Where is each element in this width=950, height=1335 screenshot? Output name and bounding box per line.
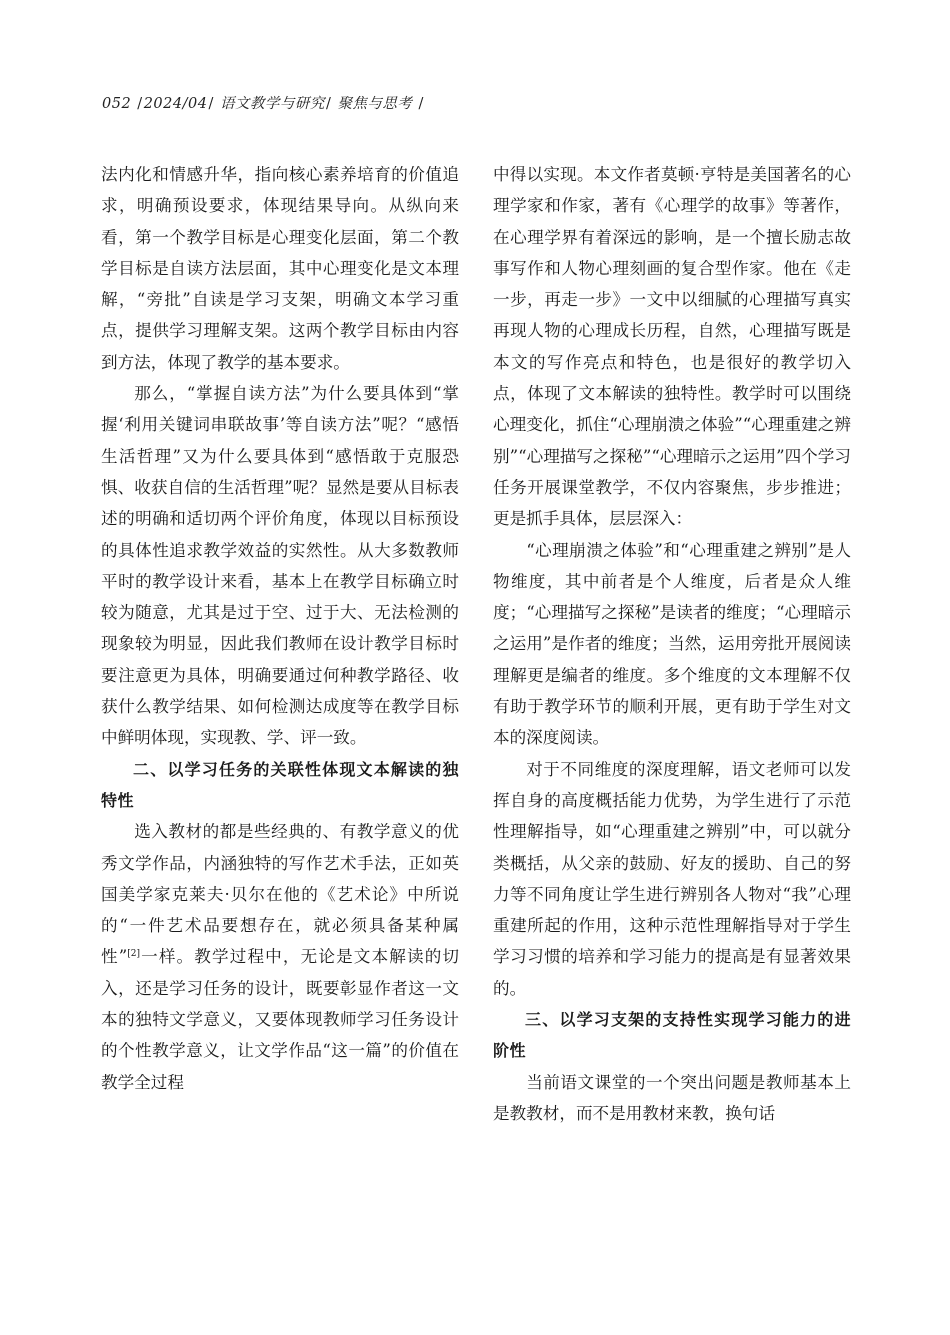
citation-marker: [2] xyxy=(127,949,140,960)
left-column xyxy=(101,159,459,1098)
page-number: 052 xyxy=(102,96,132,112)
journal-name: 语文教学与研究 xyxy=(219,96,325,112)
paragraph: 对于不同维度的深度理解，语文老师可以发挥自身的高度概括能力优势，为学生进行了示范性理解指导，如“心理重建之辨别”中，可以就分类概括，从父亲的鼓励、好友的援助、自己的努力等不同角度让学生进行辨别各人物对“我”心理重建所起的作用，这种示范性理解指导对于学生学习习惯的培养和学习能力的提高是有显著效果的。 xyxy=(493,759,851,998)
issue-number: 2024/04 xyxy=(143,96,208,112)
paragraph: “心理崩溃之体验”和“心理重建之辨别”是人物维度，其中前者是个人维度，后者是众人维度；“心理描写之探秘”是读者的维度；“心理暗示之运用”是作者的维度；当然，运用旁批开展阅读理解更是编者的维度。多个维度的文本理解不仅有助于教学环节的顺利开展，更有助于学生对文本的深度阅读。 xyxy=(493,540,851,748)
paragraph-text: 一样。教学过程中，无论是文本解读的切入，还是学习任务的设计，既要彰显作者这一文本的独特文学意义，又要体现教师学习任务设计的个性教学意义，让文学作品“这一篇”的价值在教学全过程 xyxy=(101,947,460,1092)
paragraph-text: 选入教材的都是些经典的、有教学意义的优秀文学作品，内涵独特的写作艺术手法，正如英国美学家克莱夫·贝尔在他的《艺术论》中所说的“一件艺术品要想存在，就必须具备某种属性” xyxy=(101,822,459,967)
section-heading-text: 三、以学习支架的支持性实现学习能力的进阶性 xyxy=(493,1010,851,1061)
right-column xyxy=(493,159,851,1129)
paragraph xyxy=(101,816,459,1098)
paragraph: 那么，“掌握自读方法”为什么要具体到“掌握‘利用关键词串联故事’等自读方法”呢？“感悟生活哲理”又为什么要具体到“感悟敢于克服恐惧、收获自信的生活哲理”呢？显然是要从目标表述的明确和适切两个评价角度，体现以目标预设的具体性追求教学效益的实然性。从大多数教师平时的教学设计来看，基本上在教学目标确立时较为随意，尤其是过于空、过于大、无法检测的现象较为明显，因此我们教师在设计教学目标时要注意更为具体，明确要通过何种教学路径、收获什么教学结果、如何检测达成度等在教学目标中鲜明体现，实现教、学、评一致。 xyxy=(101,384,459,748)
section-heading-text: 二、以学习任务的关联性体现文本解读的独特性 xyxy=(101,759,459,810)
paragraph: 法内化和情感升华，指向核心素养培育的价值追求，明确预设要求，体现结果导向。从纵向来看，第一个教学目标是心理变化层面，第二个教学目标是自读方法层面，其中心理变化是文本理解，“旁批”自读是学习支架，明确文本学习重点，提供学习理解支架。这两个教学目标由内容到方法，体现了教学的基本要求。 xyxy=(101,165,459,372)
section-heading xyxy=(493,1004,851,1067)
running-header: 052 /2024/04/ 语文教学与研究/ 聚焦与思考 / xyxy=(102,96,424,112)
paragraph: 当前语文课堂的一个突出问题是教师基本上是教教材，而不是用教材来教，换句话 xyxy=(493,1072,851,1123)
paragraph: 中得以实现。本文作者莫顿·亨特是美国著名的心理学家和作家，著有《心理学的故事》等著作，在心理学界有着深远的影响，是一个擅长励志故事写作和人物心理刻画的复合型作家。他在《走一步，再走一步》一文中以细腻的心理描写真实再现人物的心理成长历程，自然，心理描写既是本文的写作亮点和特色，也是很好的教学切入点，体现了文本解读的独特性。教学时可以围绕心理变化，抓住“心理崩溃之体验”“心理重建之辨别”“心理描写之探秘”“心理暗示之运用”四个学习任务开展课堂教学，不仅内容聚焦，步步推进；更是抓手具体，层层深入： xyxy=(493,165,851,529)
column-name: 聚焦与思考 xyxy=(337,96,413,112)
section-heading xyxy=(101,754,459,817)
